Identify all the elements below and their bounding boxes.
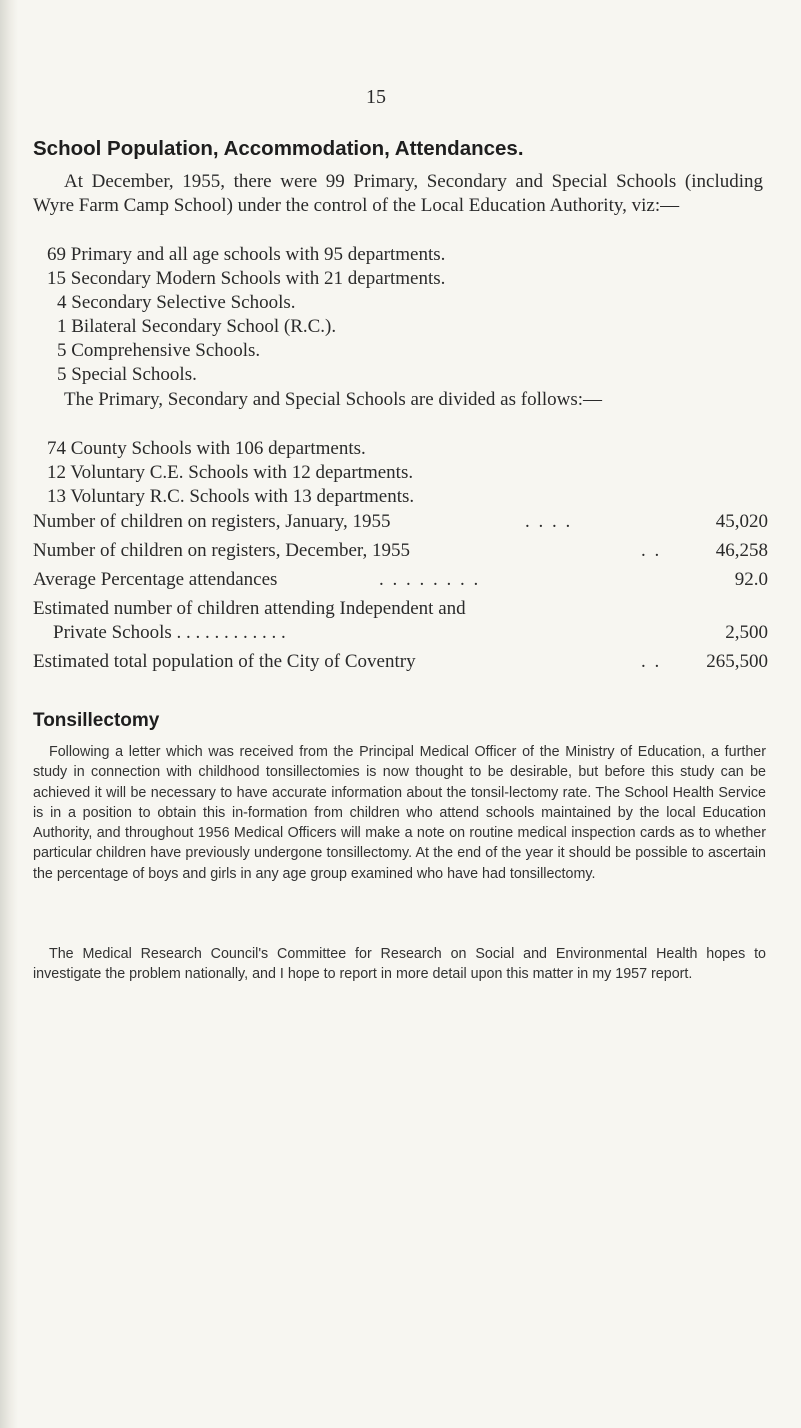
schools-list-item: 5 Special Schools. bbox=[57, 364, 197, 385]
division-list-item: 74 County Schools with 106 departments. bbox=[47, 438, 366, 459]
stat-value: 92.0 bbox=[734, 569, 768, 590]
leader-dots: . . . . bbox=[525, 511, 573, 532]
leader-dots: . . . . . . . . bbox=[379, 569, 481, 590]
tonsillectomy-heading: Tonsillectomy bbox=[33, 710, 160, 731]
page-number: 15 bbox=[366, 86, 386, 108]
stat-label: Estimated total population of the City of Coventry bbox=[33, 651, 416, 672]
division-paragraph: The Primary, Secondary and Special Schools are divided as follows:— bbox=[64, 389, 603, 410]
schools-list-item: 5 Comprehensive Schools. bbox=[57, 340, 261, 361]
stat-label: Number of children on registers, December, 1955 bbox=[33, 540, 411, 561]
schools-list-item: 69 Primary and all age schools with 95 departments. bbox=[47, 244, 446, 265]
stat-label: Number of children on registers, January, 1955 bbox=[33, 511, 391, 532]
schools-list-item: 1 Bilateral Secondary School (R.C.). bbox=[57, 316, 337, 337]
schools-list-item: 4 Secondary Selective Schools. bbox=[57, 292, 296, 313]
stat-label: Estimated number of children attending Independent and bbox=[33, 598, 466, 619]
stat-value: 2,500 bbox=[725, 622, 768, 643]
leader-dots: . . bbox=[641, 540, 662, 561]
division-list-item: 13 Voluntary R.C. Schools with 13 departments. bbox=[47, 486, 415, 507]
schools-list-item: 15 Secondary Modern Schools with 21 departments. bbox=[47, 268, 446, 289]
intro-paragraph: At December, 1955, there were 99 Primary, Secondary and Special Schools (including Wyre Farm Camp School) under the control of the Local Education Authority, viz:— bbox=[33, 171, 763, 216]
stat-value: 46,258 bbox=[715, 540, 768, 561]
stat-value: 45,020 bbox=[715, 511, 768, 532]
stat-label-continuation: Private Schools . . . . . . . . . . . . bbox=[53, 622, 286, 643]
leader-dots: . . bbox=[641, 651, 662, 672]
stat-label: Average Percentage attendances bbox=[33, 569, 278, 590]
tonsillectomy-paragraph-2: The Medical Research Council's Committee for Research on Social and Environmental Health hopes to investigate the problem nationally, and I hope to report in more detail upon this matter in my 1957 report. bbox=[33, 946, 766, 983]
division-list-item: 12 Voluntary C.E. Schools with 12 departments. bbox=[47, 462, 414, 483]
section-heading: School Population, Accommodation, Attendances. bbox=[33, 137, 524, 160]
stat-value: 265,500 bbox=[706, 651, 768, 672]
tonsillectomy-paragraph-1: Following a letter which was received from the Principal Medical Officer of the Ministry of Education, a further study in connection with childhood tonsillectomies is now thought to be desirable, but before this study can be achieved it will be necessary to have accurate information about the tonsil-lectomy rate. The School Health Service is in a position to obtain this in-formation from children who attend schools maintained by the local Education Authority, and throughout 1956 Medical Officers will make a note on routine medical inspection cards as to whether particular children have previously undergone tonsillectomy. At the end of the year it should be possible to ascertain the percentage of boys and girls in any age group examined who have had tonsillectomy. bbox=[33, 744, 766, 882]
